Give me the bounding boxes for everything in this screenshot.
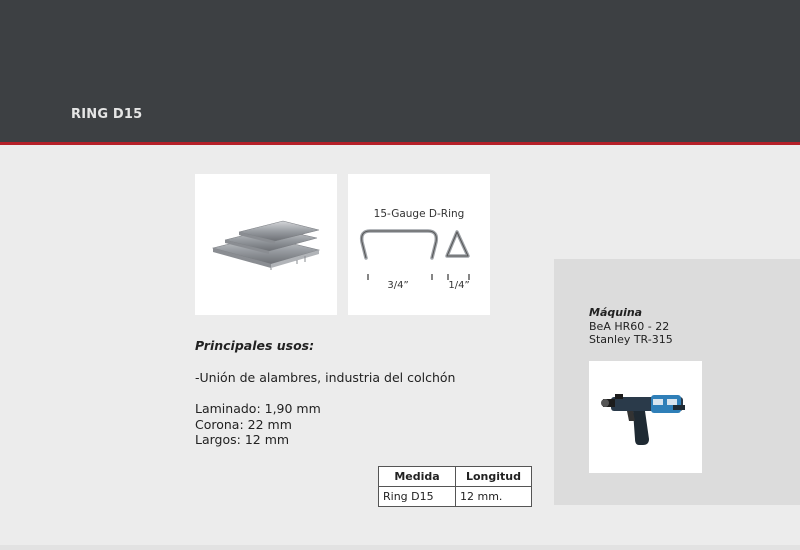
machine-model-1: BeA HR60 - 22 (589, 319, 670, 333)
specs-list (195, 401, 321, 448)
staples-product-image (195, 174, 337, 315)
table-header-medida: Medida (379, 467, 456, 487)
measures-table (378, 466, 532, 507)
d-ring-shape (362, 231, 437, 258)
table-cell-longitud: 12 mm. (456, 487, 532, 507)
diagram-title: 15-Gauge D-Ring (373, 208, 465, 220)
spec-largos: Largos: 12 mm (195, 432, 290, 447)
page-header (0, 0, 800, 142)
spec-corona: Corona: 22 mm (195, 416, 292, 432)
table-cell-medida: Ring D15 (379, 487, 456, 507)
d-ring-side-shape (447, 232, 468, 256)
staples-illustration (195, 174, 337, 315)
spec-laminado: Laminado: 1,90 mm (195, 401, 321, 416)
table-header-longitud: Longitud (456, 467, 532, 487)
table-row (379, 487, 532, 507)
machine-info (589, 306, 673, 347)
header-accent-divider (0, 142, 800, 145)
uses-item: -Unión de alambres, industria del colchón (195, 370, 456, 385)
table-header-row (379, 467, 532, 487)
machine-model-2: Stanley TR-315 (589, 333, 673, 346)
page-title: RING D15 (71, 107, 143, 122)
hog-ring-tool-icon (589, 361, 702, 473)
diagram-width-label: 3/4” (387, 280, 409, 291)
d-ring-diagram (348, 174, 490, 315)
machine-image (589, 361, 702, 473)
diagram-side-label: 1/4” (448, 280, 470, 291)
footer-divider (0, 545, 800, 550)
machine-label: Máquina (589, 306, 643, 319)
uses-heading: Principales usos: (195, 338, 315, 353)
